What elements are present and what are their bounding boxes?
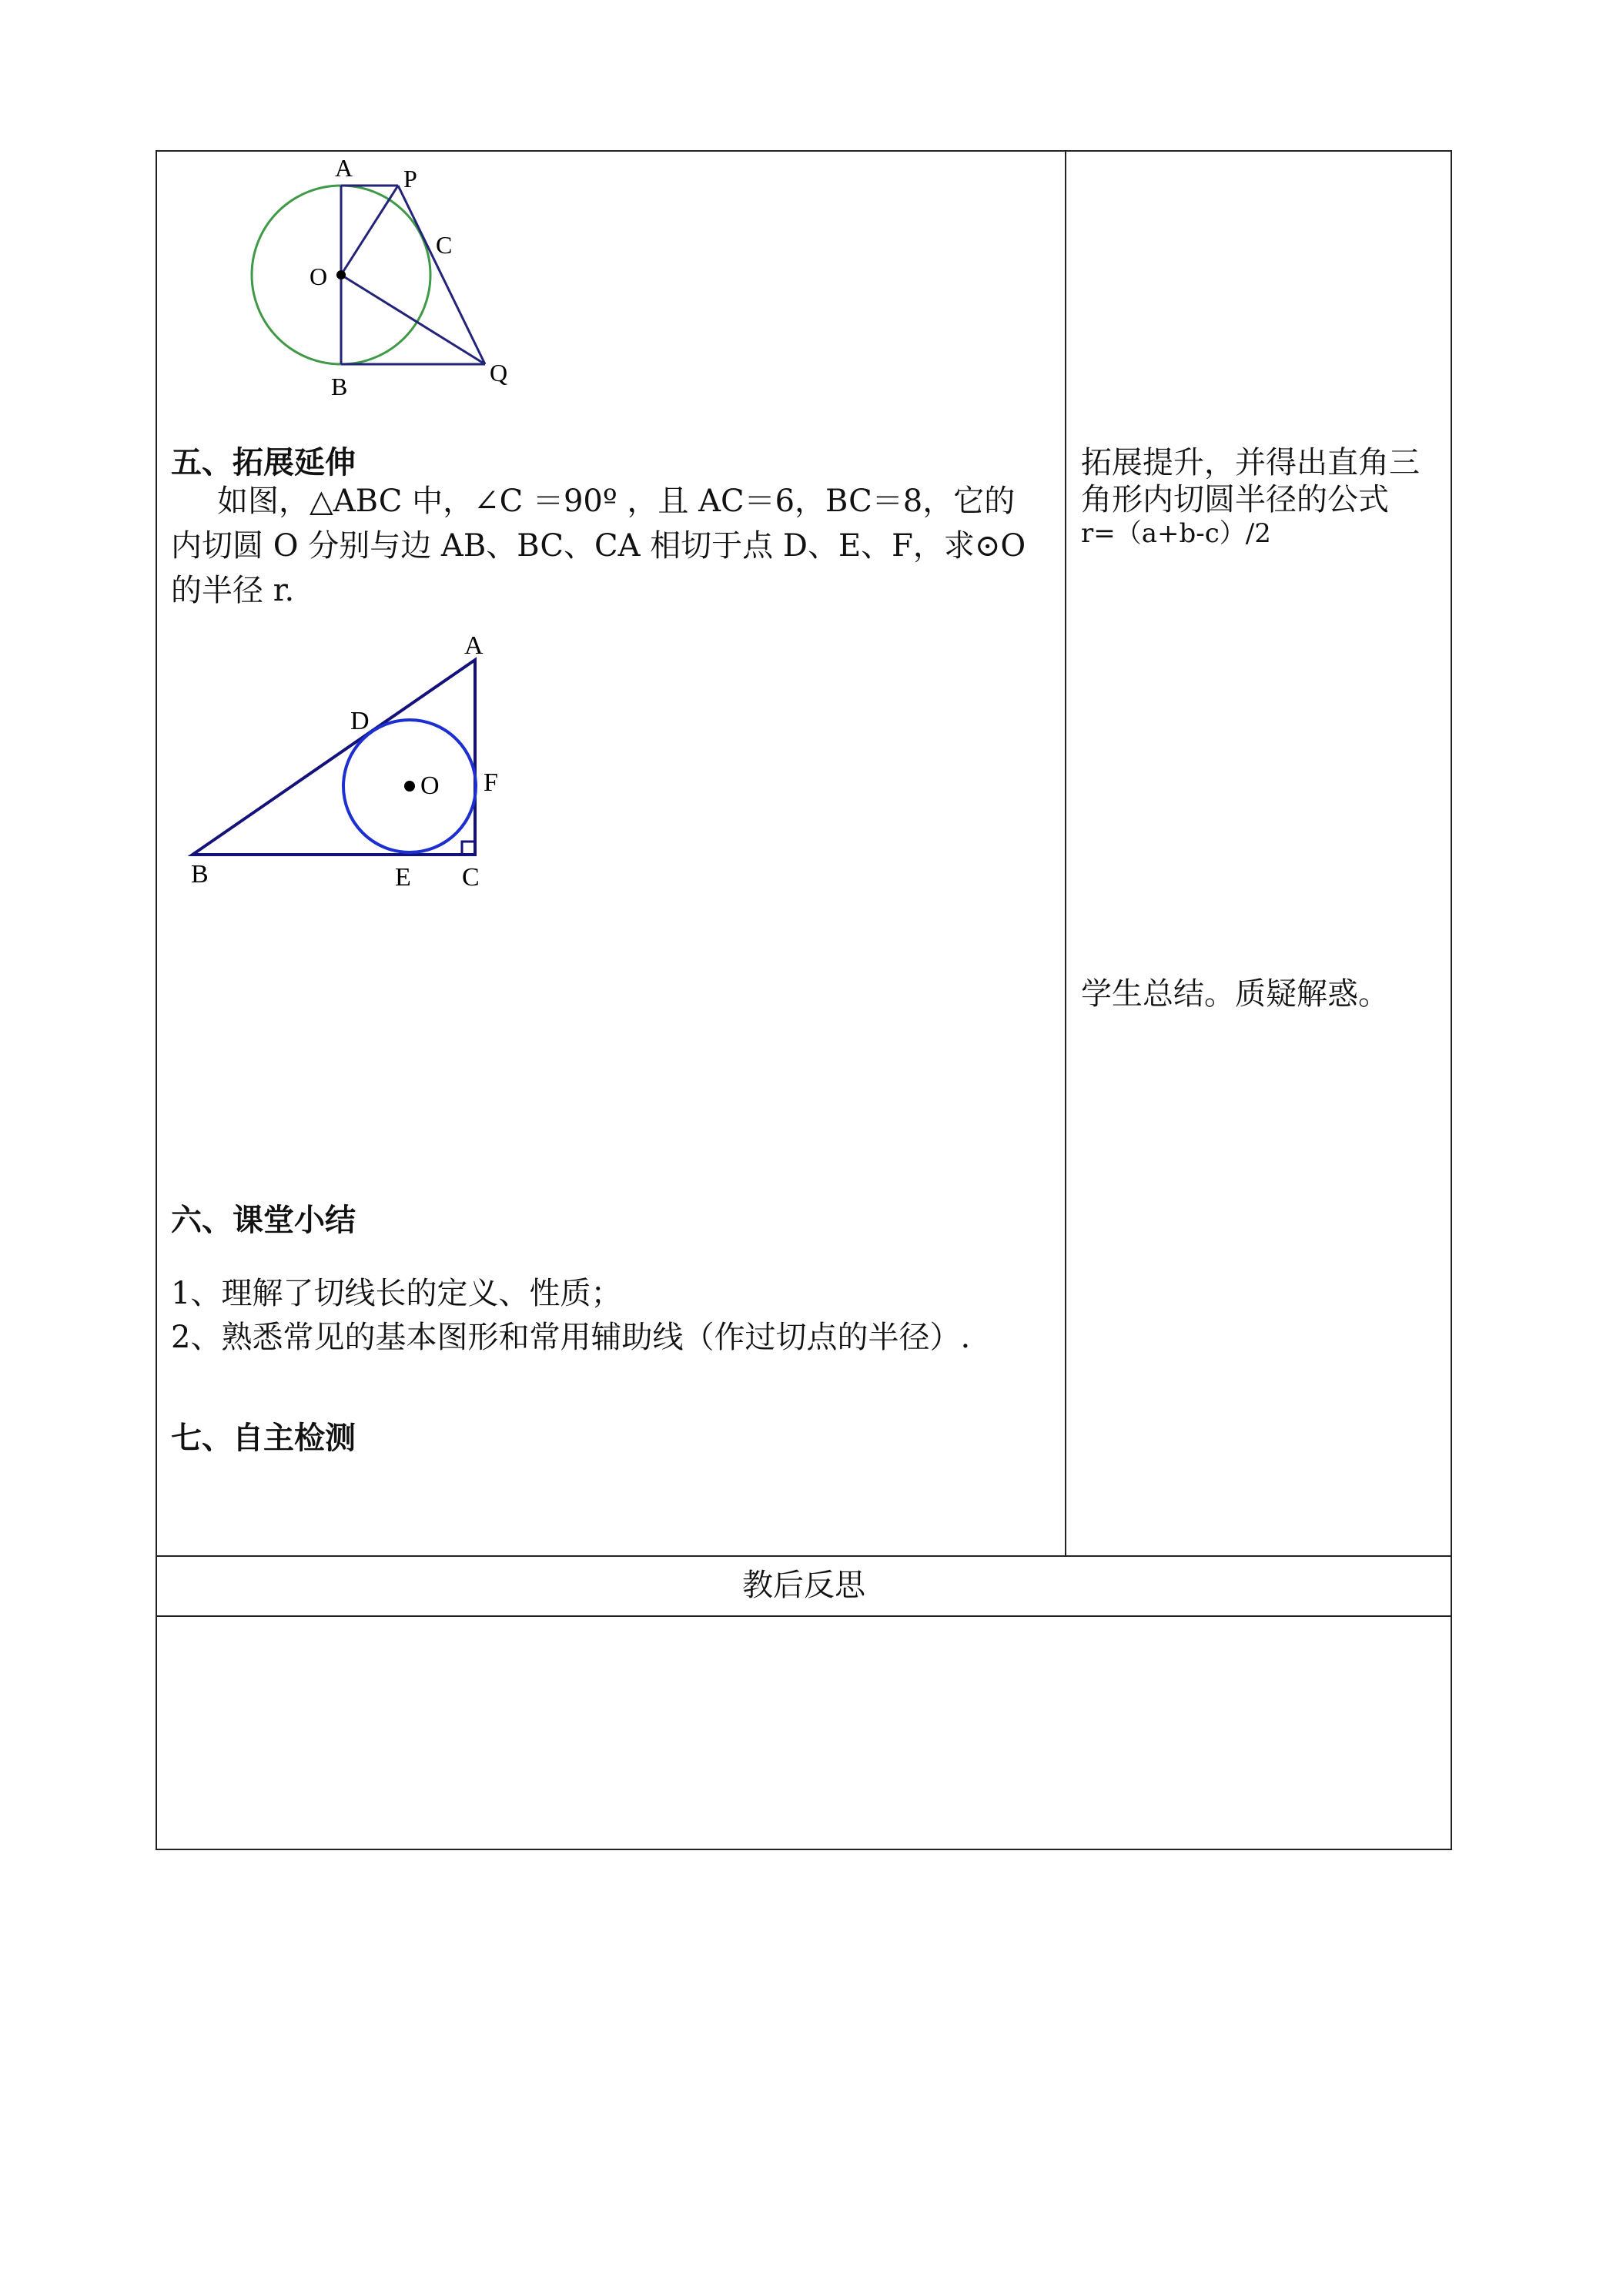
figure-incircle-triangle	[177, 628, 524, 905]
fig1-label-c: C	[436, 231, 453, 259]
right-note1-line2: 角形内切圆半径的公式	[1081, 482, 1389, 517]
reflection-content-area[interactable]	[157, 1617, 1451, 1849]
fig2-label-c: C	[462, 863, 480, 892]
fig1-label-b: B	[331, 373, 348, 400]
fig1-label-o: O	[310, 263, 328, 290]
fig1-label-q: Q	[490, 359, 508, 387]
section5-problem-line1: 如图，△ABC 中，∠C ＝90º ，且 AC＝6，BC＝8，它的	[217, 484, 1016, 519]
fig2-center-dot	[404, 781, 415, 792]
section6-heading: 六、课堂小结	[171, 1203, 356, 1238]
fig2-right-angle-mark	[462, 842, 475, 855]
section5-heading: 五、拓展延伸	[171, 445, 356, 480]
section6-item1: 1、理解了切线长的定义、性质；	[171, 1276, 622, 1311]
section5-problem-line3: 的半径 r.	[171, 573, 295, 608]
section5-problem-line2: 内切圆 O 分别与边 AB、BC、CA 相切于点 D、E、F，求⊙O	[171, 528, 1026, 564]
fig1-center-dot	[336, 270, 346, 279]
fig2-label-b: B	[191, 860, 209, 889]
figure-circle-tangents	[231, 150, 554, 404]
section6-item2: 2、熟悉常见的基本图形和常用辅助线（作过切点的半径）.	[171, 1320, 971, 1355]
fig2-label-e: E	[395, 863, 411, 892]
fig2-label-d: D	[350, 707, 370, 735]
reflection-title: 教后反思	[742, 1568, 865, 1603]
right-note1-line1: 拓展提升，并得出直角三	[1081, 445, 1420, 480]
right-note1-formula: r=（a+b-c）/2	[1081, 518, 1271, 549]
fig1-label-a: A	[335, 154, 353, 182]
fig2-triangle-abc	[192, 660, 475, 855]
fig1-segment-op	[341, 186, 398, 275]
fig2-label-o: O	[420, 771, 440, 800]
fig2-label-a: A	[464, 631, 484, 660]
fig1-label-p: P	[403, 165, 417, 192]
section7-heading: 七、自主检测	[171, 1421, 356, 1456]
table-border-bottom	[156, 1849, 1452, 1850]
row-divider-1	[156, 1555, 1452, 1557]
fig2-label-f: F	[484, 768, 498, 797]
column-divider	[1065, 150, 1066, 1556]
right-note2: 学生总结。质疑解惑。	[1081, 976, 1389, 1012]
